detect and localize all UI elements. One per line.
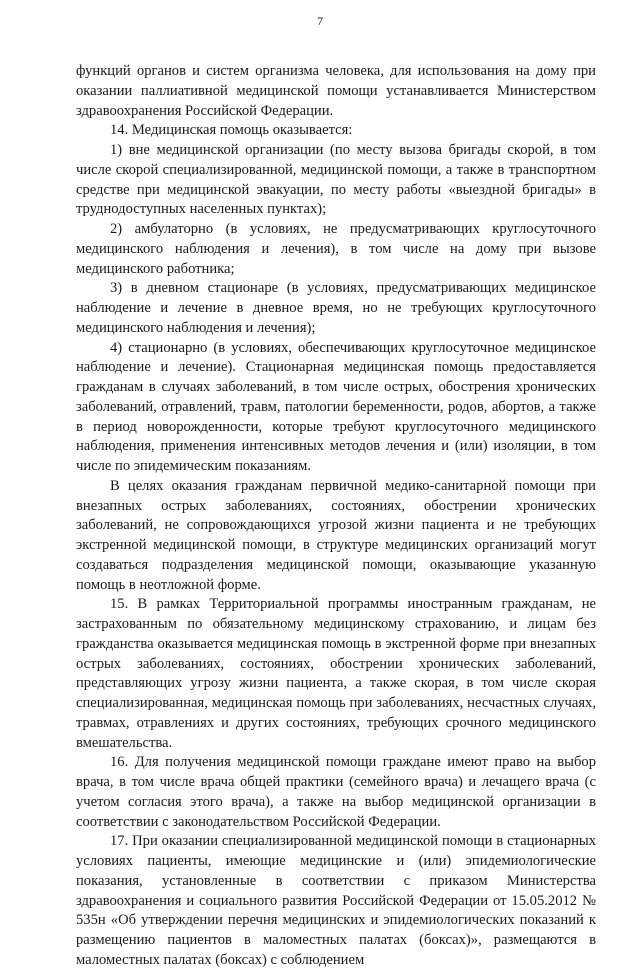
page-number: 7 bbox=[317, 14, 323, 28]
paragraph-urgent-care: В целях оказания гражданам первичной медико-санитарной помощи при внезапных острых заболеваниях, состояниях, обострении хронических заболеваний, не сопровождающихся угрозой жизни пациента и не требующих экстренной медицинской помощи, в структуре медицинских организаций могут создаваться подразделения медицинской помощи, оказывающие указанную помощь в неотложной форме. bbox=[76, 477, 596, 593]
paragraph-item-15: 15. В рамках Территориальной программы иностранным гражданам, не застрахованным по обязательному медицинскому страхованию, и лицам без гражданства оказывается медицинская помощь в экстренной форме при внезапных острых заболеваниях, состояниях, обострении хронических заболеваний, представляющих угрозу жизни пациента, а также скорая, в том числе скорая специализированная, медицинская помощь при заболеваниях, несчастных случаях, травмах, отравлениях и других состояниях, требующих срочного медицинского вмешательства. bbox=[76, 596, 596, 751]
paragraph-subitem-3: 3) в дневном стационаре (в условиях, предусматривающих медицинское наблюдение и лечение в дневное время, но не требующих круглосуточного медицинского наблюдения и лечения); bbox=[76, 280, 596, 336]
paragraph-continuation: функций органов и систем организма человека, для использования на дому при оказании паллиативной медицинской помощи устанавливается Министерством здравоохранения Российской Федерации. bbox=[76, 63, 596, 119]
paragraph-subitem-4: 4) стационарно (в условиях, обеспечивающих круглосуточное медицинское наблюдение и лечение). Стационарная медицинская помощь предоставляется гражданам в случаях заболеваний, в том числе острых, обострения хронических заболеваний, отравлений, травм, патологии беременности, родов, абортов, а также в период новорожденности, которые требуют круглосуточного медицинского наблюдения, применения интенсивных методов лечения и (или) изоляции, в том числе по эпидемическим показаниям. bbox=[76, 339, 596, 474]
paragraph-item-17: 17. При оказании специализированной медицинской помощи в стационарных условиях пациенты, имеющие медицинские и (или) эпидемиологические показания, установленные в соответствии с приказом Министерства здравоохранения и социального развития Российской Федерации от 15.05.2012 № 535н «Об утверждении перечня медицинских и эпидемиологических показаний к размещению пациентов в маломестных палатах (боксах)», размещаются в маломестных палатах (боксах) с соблюдением bbox=[76, 833, 596, 968]
paragraph-subitem-2: 2) амбулаторно (в условиях, не предусматривающих круглосуточного медицинского наблюдения и лечения), в том числе на дому при вызове медицинского работника; bbox=[76, 221, 596, 277]
paragraph-item-16: 16. Для получения медицинской помощи граждане имеют право на выбор врача, в том числе врача общей практики (семейного врача) и лечащего врача (с учетом согласия этого врача), а также на выбор медицинской организации в соответствии с законодательством Российской Федерации. bbox=[76, 754, 596, 830]
paragraph-item-14: 14. Медицинская помощь оказывается: bbox=[110, 122, 353, 139]
paragraph-subitem-1: 1) вне медицинской организации (по месту вызова бригады скорой, в том числе скорой специализированной, медицинской помощи, а также в транспортном средстве при медицинской эвакуации, по месту работы «выездной бригады» в труднодоступных населенных пунктах); bbox=[76, 142, 596, 218]
document-body bbox=[76, 62, 596, 971]
